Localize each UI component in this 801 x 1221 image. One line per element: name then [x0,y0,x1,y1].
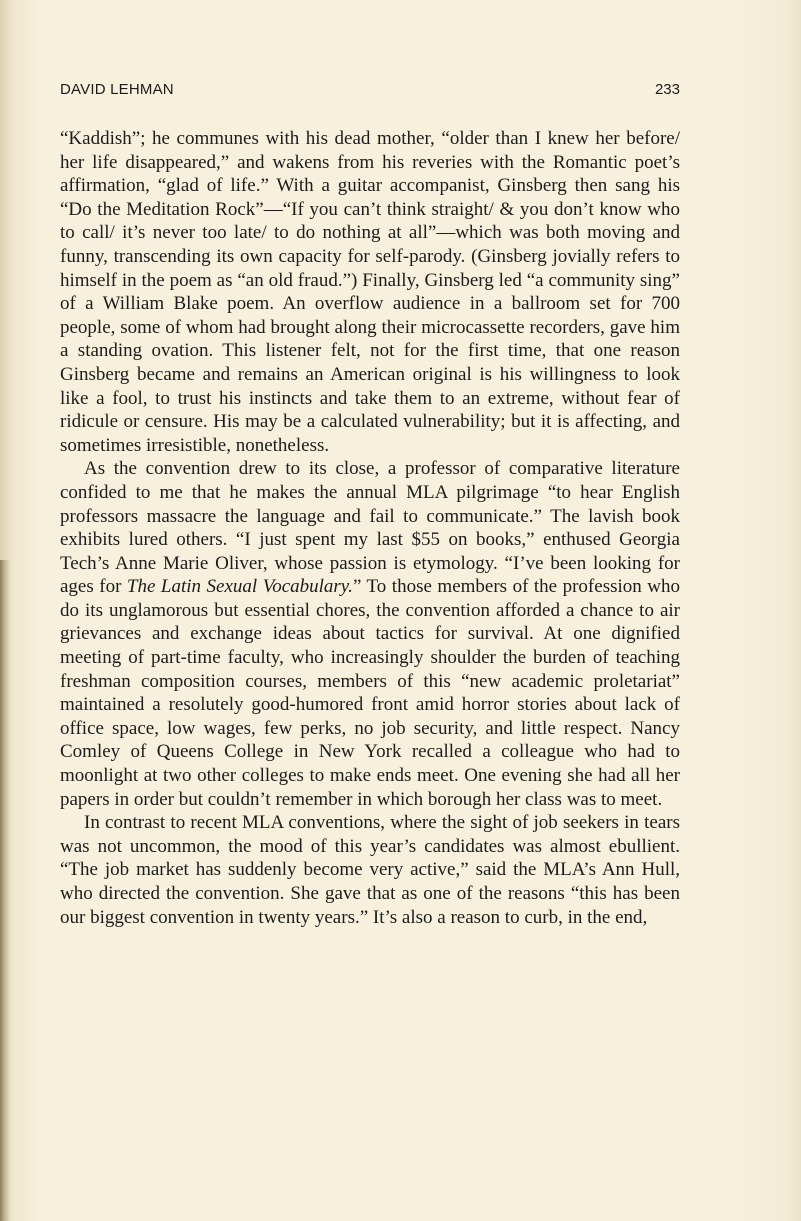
paragraph-text-before-title: As the convention drew to its close, a professor of comparative literature confided to me that he makes the annual MLA pilgrimage “to hear English professors massacre the language and fail to communicate.” The lavish book exhibits lured others. “I just spent my last $55 on books,” enthused Georgia Tech’s Anne Marie Oliver, whose passion is etymology. “I’ve been looking for ages for [60,458,680,598]
book-title: The Latin Sexual Vocabulary. [126,576,353,598]
paragraph-convention-close [60,457,680,811]
binding-gutter-shadow [0,560,10,1221]
paragraph-kaddish: “Kaddish”; he communes with his dead mother, “older than I knew her before/ her life disappeared,” and wakens from his reveries with the Romantic poet’s affirmation, “glad of life.” With a guitar accompanist, Ginsberg then sang his “Do the Meditation Rock”—“If you can’t think straight/ & you don’t know who to call/ it’s never too late/ to do nothing at all”—which was both moving and funny, transcending its own capacity for self-parody. (Ginsberg jovially refers to himself in the poem as “an old fraud.”) Finally, Ginsberg led “a community sing” of a William Blake poem. An overflow audience in a ballroom set for 700 people, some of whom had brought along their microcassette recorders, gave him a standing ovation. This listener felt, not for the first time, that one reason Ginsberg became and remains an American original is his willingness to look like a fool, to trust his instincts and take them to an extreme, without fear of ridicule or censure. His may be a calculated vulnerability; but it is affecting, and sometimes irresistible, nonetheless. [60,128,680,456]
body-text [60,127,680,929]
running-head: DAVID LEHMAN [60,81,174,98]
paragraph-job-market: In contrast to recent MLA conventions, where the sight of job seekers in tears was not uncommon, the mood of this year’s candidates was almost ebullient. “The job market has suddenly become very active,” said the MLA’s Ann Hull, who directed the convention. She gave that as one of the reasons “this has been our biggest convention in twenty years.” It’s also a reason to curb, in the end, [60,812,680,928]
paragraph-text-after-title: ” To those members of the profession who do its unglamorous but essential chores, the convention afforded a chance to air grievances and exchange ideas about tactics for survival. At one dignified meeting of part-time faculty, who increasingly shoulder the burden of teaching freshman composition courses, members of this “new academic proletariat” maintained a resolutely good-humored front amid horror stories about lack of office space, low wages, few perks, no job security, and little respect. Nancy Comley of Queens College in New York recalled a colleague who had to moonlight at two other colleges to make ends meet. One evening she had all her papers in order but couldn’t remember in which borough her class was to meet. [60,576,680,810]
page-header [60,81,680,101]
page-number: 233 [654,81,680,98]
